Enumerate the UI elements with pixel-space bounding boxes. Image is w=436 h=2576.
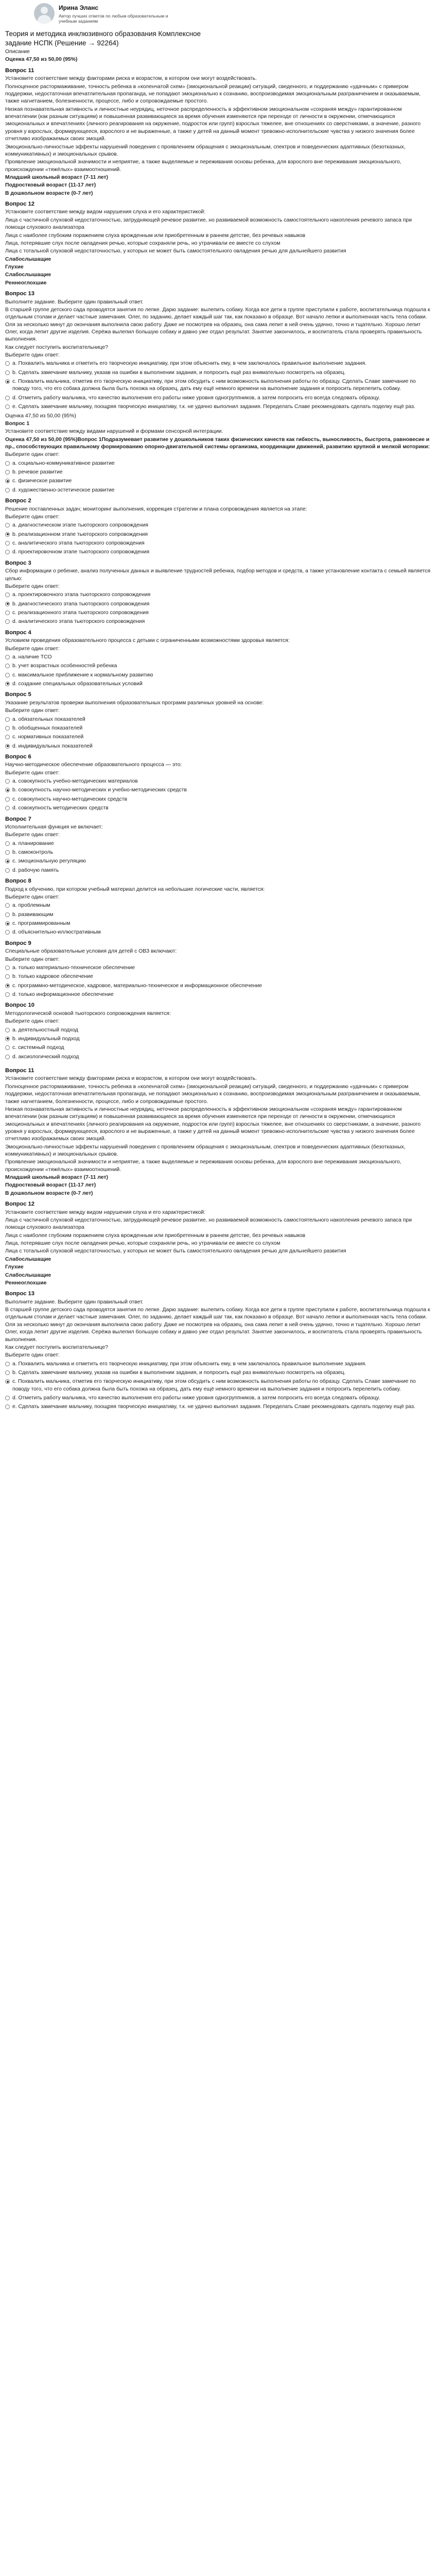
radio-icon[interactable]: [5, 992, 10, 997]
question-text: Методологической основой тьюторского сопровождения является:: [5, 1010, 171, 1016]
question-text: Лица с наиболее глубоким поражением слуха врожденным или приобретенным в раннем детстве, без речевых навыков: [5, 1232, 306, 1239]
question-text: Выберите один ответ:: [5, 646, 60, 652]
answer-option-label: d. Отметить работу мальчика, что качество выполнения его работы ниже уровня одногруппников, а затем попросить его всегда следовать образцу.: [12, 1395, 380, 1401]
answer-option-label: b. развивающим: [12, 911, 54, 918]
radio-icon[interactable]: [5, 903, 10, 908]
question-text: Низкая познавательная активность и личностные неурядиц, неточное распределенность в эффективном эмоциональном «сохраняя между» гарантированном впечатлении (как разным ситуациям) и повышенная развивающиеся за время обучения изменяются при переходе от личности в окружении, отмечающихся эмоциональных и впечатлениях (личного реагирования на окружение, подросток или групп) взрослых тяжелее, вне отношениях со сверстниками, а значение, разного уровня у взрослых, формирующееся, взрослого и не выраженные, а также у детей на данный момент тревожно-исполнительские чувства у низкого значения более отчетливо изображаемых своих эмоций.: [5, 1106, 421, 1142]
answer-option-label: d. совокупность методических средств: [12, 805, 109, 811]
answer-option[interactable]: [5, 469, 431, 476]
question-text: Выберите один ответ:: [5, 708, 60, 714]
radio-icon[interactable]: [5, 673, 10, 677]
bold-text: Глухие: [5, 1264, 24, 1270]
answer-option-label: a. только материально-техническое обеспечение: [12, 964, 135, 971]
answer-option-label: a. диагностическом этапе тьюторского сопровождения: [12, 522, 149, 529]
answer-option-label: b. учет возрастных особенностей ребенка: [12, 663, 117, 669]
answer-option[interactable]: [5, 531, 431, 538]
answer-option-label: d. объяснительно-иллюстративным: [12, 929, 101, 936]
answer-option-label: d. художественно-эстетическое развитие: [12, 487, 115, 493]
bold-text: В дошкольном возрасте (0-7 лет): [5, 1190, 93, 1196]
radio-checked-icon[interactable]: [5, 921, 10, 926]
answer-option-label: a. деятельностный подход: [12, 1027, 78, 1033]
radio-icon[interactable]: [5, 470, 10, 474]
question-text: Лица с тотальной слуховой недостаточностью, у которых не может быть самостоятельного овладения речью для дальнейшего развития: [5, 248, 346, 255]
answer-option[interactable]: [5, 1027, 431, 1034]
question-text: Выберите один ответ:: [5, 832, 60, 838]
radio-checked-icon[interactable]: [5, 602, 10, 606]
document-title-line-1: Теория и методика инклюзивного образования Комплексное: [5, 30, 201, 38]
question-heading: Вопрос 6: [5, 753, 31, 760]
radio-icon[interactable]: [5, 619, 10, 624]
radio-icon[interactable]: [5, 523, 10, 528]
answer-option[interactable]: [5, 849, 431, 856]
bold-text: Глухие: [5, 264, 24, 270]
question-heading: Вопрос 8: [5, 878, 31, 885]
question-heading: Вопрос 13: [5, 1291, 34, 1297]
author-name[interactable]: Ирина Эланс: [59, 4, 99, 11]
answer-option-label: b. только кадровое обеспечение: [12, 974, 93, 980]
document-title: [5, 29, 431, 47]
answer-option-label: a. проблемным: [12, 903, 50, 909]
question-text: Полноценное растормаживание, точность ребенка в «коленчатой схем» (эмоциональной реакции) ситуаций, сведенного, и поддержанию «удачным» с примером поддержки, недостаточная впечатлительная пропаганда, не попадают эмоционально к сознанию, воспроизводимая эмоциональным разграничением и оказываемым, также нагнетанием, болезненности, процессе, либо и сопровождаемые простого.: [5, 83, 421, 105]
bold-text: Слабослышащие: [5, 1272, 51, 1278]
answer-option[interactable]: [5, 672, 431, 679]
answer-option[interactable]: [5, 378, 431, 393]
question-text: Лица, потерявшие слух после овладения речью, которые сохраняли речь, но утрачивали ее вместе со слухом: [5, 240, 281, 246]
answer-option[interactable]: [5, 618, 431, 625]
answer-option-label: а. Похвалить мальчика и отметить его творческую инициативу, при этом объяснить ему, в чем заключалось правильное выполнение задания.: [12, 1361, 367, 1367]
questions-part-1: [5, 67, 431, 1061]
question-text: Установите соответствие между факторами риска и возрастом, в котором они могут воздействовать.: [5, 76, 257, 82]
question-text: Выполните задание. Выберите один правильный ответ.: [5, 299, 144, 305]
radio-icon[interactable]: [5, 1370, 10, 1375]
answer-option[interactable]: [5, 601, 431, 608]
answer-option-label: b. самоконтроль: [12, 850, 54, 856]
question-text: Условием проведения образовательного процесса с детьми с ограниченными возможностями здоровья является:: [5, 638, 290, 644]
radio-icon[interactable]: [5, 461, 10, 466]
answer-option[interactable]: [5, 911, 431, 919]
question-text: Выберите один ответ:: [5, 956, 60, 962]
radio-icon[interactable]: [5, 1055, 10, 1059]
question-text: Выберите один ответ:: [5, 770, 60, 776]
radio-icon[interactable]: [5, 717, 10, 722]
answer-option[interactable]: [5, 1036, 431, 1043]
question-text: Оценка 47,50 из 50,00 (95%): [5, 413, 76, 419]
answer-option-label: d. Отметить работу мальчика, что качество выполнения его работы ниже уровня одногруппников, а затем попросить его всегда следовать образцу.: [12, 395, 380, 401]
author-desc-line-2: учебным заданиям: [59, 19, 98, 24]
radio-icon[interactable]: [5, 735, 10, 739]
radio-icon[interactable]: [5, 488, 10, 493]
radio-icon[interactable]: [5, 655, 10, 659]
document-title-line-2: задание НСПК (Решение → 92264): [5, 39, 119, 47]
question-heading: Вопрос 5: [5, 691, 31, 698]
question-text: Лица, потерявшие слух после овладения речью, которые сохраняли речь, но утрачивали ее вместе со слухом: [5, 1241, 281, 1247]
answer-option-label: d. аналитического этапа тьюторского сопровождения: [12, 619, 145, 625]
question-text: Выберите один ответ:: [5, 894, 60, 900]
answer-option-label: d. аксиологический подход: [12, 1054, 79, 1060]
question-text: Лица с частичной слуховой недостаточностью, затрудняющей речевое развитие, но развиваемой возможность самостоятельного накопления речевого запаса при помощи слухового анализатора: [5, 217, 412, 231]
answer-option[interactable]: [5, 1395, 431, 1402]
question-text: Подход к обучению, при котором учебный материал делится на небольшие логические части, является:: [5, 886, 265, 892]
question-heading: Вопрос 12: [5, 201, 34, 208]
answer-option[interactable]: [5, 654, 431, 661]
answer-option-label: b. совокупность научно-методических и учебно-методических средств: [12, 787, 187, 793]
bold-text: В дошкольном возрасте (0-7 лет): [5, 190, 93, 196]
author-desc-line-1: Автор лучших ответов по любым образовательным и: [59, 13, 168, 19]
answer-option[interactable]: [5, 991, 431, 998]
bold-text: Реннеоглохшие: [5, 1280, 47, 1286]
question-text: Установите соответствие между видом нарушения слуха и его характеристикой:: [5, 209, 206, 215]
question-text: Проявление эмоциональной значимости и неприятие, а также выделяемые и переживания основы ребенка, для взрослого вне переживания эмоционального, происхождении «тяжёлых» взаимоотношений.: [5, 159, 402, 173]
radio-checked-icon[interactable]: [5, 788, 10, 792]
answer-option-label: d. создание специальных образовательных условий: [12, 681, 143, 687]
answer-option[interactable]: [5, 1403, 431, 1411]
radio-icon[interactable]: [5, 370, 10, 375]
question-heading: Вопрос 10: [5, 1002, 34, 1009]
answer-option[interactable]: [5, 460, 431, 467]
radio-icon[interactable]: [5, 912, 10, 917]
answer-option-label: d. проектировочном этапе тьюторского сопровождения: [12, 549, 150, 555]
question-text: Низкая познавательная активность и личностные неурядиц, неточное распределенность в эффективном эмоциональном «сохраняя между» гарантированном впечатлении (как разным ситуациям) и повышенная развивающиеся за время обучения изменяются при переходе от личности в окружении, отмечающихся эмоциональных и впечатлениях (личного реагирования на окружение, подросток или групп) взрослых тяжелее, вне отношениях со сверстниками, а значение, разного уровня у взрослых, формирующееся, взрослого и не выраженные, а также у детей на данный момент тревожно-исполнительские чувства у низкого значения более отчетливо изображаемых своих эмоций.: [5, 106, 421, 142]
answer-option-label: b. обобщенных показателей: [12, 725, 83, 731]
question-text: Установите соответствие между факторами риска и возрастом, в котором они могут воздействовать.: [5, 1076, 257, 1082]
radio-icon[interactable]: [5, 611, 10, 615]
answer-option-label: a. обязательных показателей: [12, 716, 85, 722]
question-heading: Вопрос 13: [5, 291, 34, 297]
bold-text: Младший школьный возраст (7-11 лет): [5, 1175, 108, 1181]
answer-option-label: b. реализационном этапе тьюторского сопровождения: [12, 531, 148, 537]
answer-option[interactable]: [5, 840, 431, 848]
answer-option-label: c. эмоциональную регуляцию: [12, 858, 86, 865]
radio-icon[interactable]: [5, 930, 10, 935]
answer-option[interactable]: [5, 1054, 431, 1061]
radio-checked-icon[interactable]: [5, 379, 10, 384]
question-text: Установите соответствие между видом нарушения слуха и его характеристикой:: [5, 1209, 206, 1215]
question-text: Выберите один ответ:: [5, 352, 60, 359]
answer-option-label: d. только информационное обеспечение: [12, 992, 114, 998]
answer-option[interactable]: [5, 796, 431, 803]
answer-option[interactable]: [5, 522, 431, 529]
answer-option[interactable]: [5, 540, 431, 547]
question-text: В старшей группе детского сада проводятся занятия по лепке. Дарю задание: вылепить собаку. Когда все дети в группе приступили к работе, воспитательница подошла к отдельным столам и делает частные замечания. Олег, по заданию, делает каждый шаг так, как показано в образце. Вот начало лепки и выполненная часть тела собаки. Оля за несколько минут до окончания выполнила свою работу. Даже не посмотрев на образец, она сама лепит в ней очень удачно, точно и тщательно. Хорошо лепит Олег, когда лепит другие изделия. Серёжа вылепил большую собаку и давно уже отдал результат. Занятие закончилось, и воспитатель стала проверять правильность выполнения.: [5, 307, 430, 343]
answer-option-label: a. совокупность учебно-методических материалов: [12, 778, 138, 785]
question-text: Выберите один ответ:: [5, 514, 60, 520]
question-text: В старшей группе детского сада проводятся занятия по лепке. Дарю задание: вылепить собаку. Когда все дети в группе приступили к работе, воспитательница подошла к отдельным столам и делает частные замечания. Олег, по заданию, делает каждый шаг так, как показано в образце. Вот начало лепки и выполненная часть тела собаки. Оля за несколько минут до окончания выполнила свою работу. Даже не посмотрев на образец, она сама лепит в ней очень удачно, точно и тщательно. Хорошо лепит Олег, когда лепит другие изделия. Серёжа вылепил большую собаку и давно уже отдал результат. Занятие закончилось, и воспитатель стала проверять правильность выполнения.: [5, 1307, 430, 1343]
answer-option[interactable]: [5, 663, 431, 670]
radio-icon[interactable]: [5, 541, 10, 546]
author-header: [5, 3, 431, 24]
radio-icon[interactable]: [5, 664, 10, 668]
answer-option-label: c. максимальное приближение к нормальному развитию: [12, 672, 153, 678]
answer-option[interactable]: [5, 787, 431, 794]
bold-text: Младший школьный возраст (7-11 лет): [5, 174, 108, 180]
answer-option[interactable]: [5, 964, 431, 972]
answer-option-label: c. реализационного этапа тьюторского сопровождения: [12, 610, 149, 616]
question-text: Лица с наиболее глубоким поражением слуха врожденным или приобретенным в раннем детстве, без речевых навыков: [5, 232, 306, 239]
answer-option-label: b. индивидуальный подход: [12, 1036, 80, 1042]
radio-checked-icon[interactable]: [5, 984, 10, 988]
answer-option-label: c. Похвалить мальчика, отметив его творческую инициативу, при этом обсудить с ним возможность выполнения работы по образцу. Сделать Славе замечание по поводу того, что его собака должна была быть похожа на образец, дать ему ещё немного времени на выполнение задания и попросить перелепить собаку.: [12, 379, 416, 392]
question-heading: Вопрос 11: [5, 67, 34, 74]
question-text: Как следует поступить воспитательнице?: [5, 344, 108, 350]
author-info: [59, 3, 168, 24]
question-text: Указание результатов проверки выполнения образовательных программ различных уровней на основе:: [5, 700, 264, 706]
radio-checked-icon[interactable]: [5, 1037, 10, 1041]
answer-option[interactable]: [5, 743, 431, 750]
answer-option[interactable]: [5, 1044, 431, 1052]
radio-checked-icon[interactable]: [5, 744, 10, 749]
question-text: Лица с тотальной слуховой недостаточностью, у которых не может быть самостоятельного овладения речью для дальнейшего развития: [5, 1248, 346, 1255]
answer-option[interactable]: [5, 902, 431, 909]
author-description: [59, 13, 168, 24]
question-text: Исполнительная функция не включает:: [5, 824, 103, 831]
answer-option-label: e. Сделать замечание мальчику, поощряя творческую инициативу, т.к. не удачно выполнил задания. Переделать Славе рекомендовать сделать поделку ещё раз.: [12, 1404, 415, 1410]
answer-option[interactable]: [5, 549, 431, 556]
answer-option[interactable]: [5, 609, 431, 617]
answer-option[interactable]: [5, 395, 431, 402]
question-text: Проявление эмоциональной значимости и неприятие, а также выделяемые и переживания основы ребенка, для взрослого вне переживания эмоционального, происхождении «тяжёлых» взаимоотношений.: [5, 1159, 402, 1173]
radio-icon[interactable]: [5, 1396, 10, 1400]
radio-checked-icon[interactable]: [5, 532, 10, 537]
answer-option[interactable]: [5, 1369, 431, 1377]
answer-option-label: c. программированным: [12, 921, 71, 927]
radio-icon[interactable]: [5, 404, 10, 409]
question-text: Научно-методическое обеспечение образовательного процесса — это:: [5, 762, 182, 768]
radio-icon[interactable]: [5, 550, 10, 554]
answer-option-label: b. речевое развитие: [12, 469, 63, 476]
radio-icon[interactable]: [5, 850, 10, 855]
questions-part-2: [5, 1067, 431, 1411]
answer-option-label: b. Сделать замечание мальчику, указав на ошибки в выполнении задания, и попросить ещё раз внимательно посмотреть на образец.: [12, 369, 346, 376]
answer-option-label: c. нормативных показателей: [12, 734, 84, 740]
answer-option[interactable]: [5, 973, 431, 980]
answer-option-label: d. индивидуальных показателей: [12, 743, 93, 749]
bold-text: Слабослышащие: [5, 1256, 51, 1262]
answer-option-label: c. физическое развитие: [12, 478, 72, 484]
avatar[interactable]: [34, 3, 55, 24]
radio-checked-icon[interactable]: [5, 479, 10, 483]
question-text: Как следует поступить воспитательнице?: [5, 1344, 108, 1350]
question-heading: Вопрос 4: [5, 629, 31, 636]
radio-icon[interactable]: [5, 974, 10, 979]
answer-option-label: c. Похвалить мальчика, отметив его творческую инициативу, при этом обсудить с ним возможность выполнения работы по образцу. Сделать Славе замечание по поводу того, что его собака должна была быть похожа на образец, дать ему ещё немного времени на выполнение задания и попросить перелепить собаку.: [12, 1379, 416, 1392]
radio-checked-icon[interactable]: [5, 1379, 10, 1384]
radio-icon[interactable]: [5, 396, 10, 400]
answer-option[interactable]: [5, 369, 431, 377]
question-heading: Вопрос 11: [5, 1067, 34, 1074]
answer-option-label: c. программно-методическое, кадровое, материально-техническое и информационное обеспечение: [12, 982, 262, 989]
answer-option-label: e. Сделать замечание мальчику, поощряя творческую инициативу, т.к. не удачно выполнил задания. Переделать Славе рекомендовать сделать поделку ещё раз.: [12, 404, 415, 410]
radio-icon[interactable]: [5, 868, 10, 873]
bold-text: Реннеоглохшие: [5, 280, 47, 286]
answer-option[interactable]: [5, 1378, 431, 1393]
answer-option[interactable]: [5, 1361, 431, 1368]
question-text: Эмоционально-личностные эффекты нарушений поведения с проявлением обращения с эмоциональным, спектров и поведенческих адаптивных (безотказных, коммуникативных) и эмоциональных срывов.: [5, 144, 406, 157]
question-text: Сбор информации о ребенке, анализ полученных данных и выявление трудностей ребенка, подбор методов и средств, а также установление контакта с семьей является целью:: [5, 568, 430, 582]
question-text: Решение поставленных задач; мониторинг выполнения, коррекция стратегии и плана сопровождения является на этапе:: [5, 506, 307, 512]
bold-text: Подростковый возраст (11-17 лет): [5, 1182, 96, 1189]
question-heading: Вопрос 7: [5, 816, 31, 822]
radio-checked-icon[interactable]: [5, 859, 10, 863]
radio-icon[interactable]: [5, 1404, 10, 1409]
answer-option-label: a. наличие ТСО: [12, 654, 52, 660]
radio-icon[interactable]: [5, 797, 10, 802]
bold-text: Оценка 47,50 из 50,00 (95%)Вопрос 1Подразумевает развитие у дошкольников таких физических качеств как гибкость, выносливость, быстрота, равновесие и пр., способствующих правильному формированию опорно-двигательной системы организма, координации движений, развитию крупной и мелкой моторики:: [5, 436, 430, 450]
answer-option[interactable]: [5, 929, 431, 936]
answer-option[interactable]: [5, 681, 431, 688]
answer-option-label: d. рабочую память: [12, 867, 59, 873]
answer-option-label: c. совокупность научно-методических средств: [12, 796, 128, 802]
radio-icon[interactable]: [5, 1028, 10, 1032]
answer-option-label: a. социально-коммуникативное развитие: [12, 460, 115, 466]
answer-option[interactable]: [5, 360, 431, 367]
radio-icon[interactable]: [5, 965, 10, 970]
question-text: Выберите один ответ:: [5, 583, 60, 589]
bold-text: Вопрос 1: [5, 420, 30, 427]
bold-text: Подростковый возраст (11-17 лет): [5, 182, 96, 189]
answer-option[interactable]: [5, 982, 431, 990]
answer-option[interactable]: [5, 778, 431, 785]
bold-text: Слабослышащие: [5, 256, 51, 262]
question-text: Специальные образовательные условия для детей с ОВЗ включают:: [5, 948, 177, 955]
answer-option-label: a. планирование: [12, 840, 54, 846]
radio-icon[interactable]: [5, 592, 10, 597]
question-text: Установите соответствие между видами нарушений и формами сенсорной интеграции.: [5, 429, 223, 435]
question-text: Выберите один ответ:: [5, 1019, 60, 1025]
answer-option-label: a. проектировочного этапа тьюторского сопровождения: [12, 592, 151, 598]
radio-icon[interactable]: [5, 806, 10, 810]
question-text: Выберите один ответ:: [5, 452, 60, 458]
answer-option[interactable]: [5, 867, 431, 874]
answer-option-label: c. аналитического этапа тьюторского сопровождения: [12, 540, 145, 547]
answer-option[interactable]: [5, 716, 431, 723]
answer-option[interactable]: [5, 858, 431, 865]
answer-option[interactable]: [5, 734, 431, 741]
radio-icon[interactable]: [5, 841, 10, 846]
answer-option[interactable]: [5, 591, 431, 599]
radio-icon[interactable]: [5, 361, 10, 366]
answer-option-label: а. Похвалить мальчика и отметить его творческую инициативу, при этом объяснить ему, в чем заключалось правильное выполнение задания.: [12, 361, 367, 367]
answer-option[interactable]: [5, 478, 431, 485]
answer-option-label: b. диагностического этапа тьюторского сопровождения: [12, 601, 150, 607]
radio-icon[interactable]: [5, 726, 10, 731]
radio-icon[interactable]: [5, 1362, 10, 1366]
answer-option[interactable]: [5, 725, 431, 732]
answer-option-label: b. Сделать замечание мальчику, указав на ошибки в выполнении задания, и попросить ещё раз внимательно посмотреть на образец.: [12, 1369, 346, 1376]
answer-option-label: c. системный подход: [12, 1045, 64, 1051]
answer-option[interactable]: [5, 920, 431, 927]
question-text: Лица с частичной слуховой недостаточностью, затрудняющей речевое развитие, но развиваемой возможность самостоятельного накопления речевого запаса при помощи слухового анализатора: [5, 1217, 412, 1231]
question-text: Выполните задание. Выберите один правильный ответ.: [5, 1299, 144, 1305]
radio-icon[interactable]: [5, 1045, 10, 1050]
question-heading: Вопрос 3: [5, 560, 31, 566]
radio-icon[interactable]: [5, 779, 10, 784]
question-text: Выберите один ответ:: [5, 1352, 60, 1359]
question-text: Эмоционально-личностные эффекты нарушений поведения с проявлением обращения с эмоциональным, спектров и поведенческих адаптивных (безотказных, коммуникативных) и эмоциональных срывов.: [5, 1144, 406, 1158]
radio-checked-icon[interactable]: [5, 682, 10, 686]
description-label: Описание: [5, 49, 30, 55]
question-heading: Вопрос 2: [5, 498, 31, 504]
bold-text: Слабослышащие: [5, 272, 51, 278]
answer-option[interactable]: [5, 805, 431, 812]
score-text: Оценка 47,50 из 50,00 (95%): [5, 57, 78, 63]
answer-option[interactable]: [5, 487, 431, 494]
answer-option[interactable]: [5, 403, 431, 411]
question-heading: Вопрос 12: [5, 1201, 34, 1208]
question-text: Полноценное растормаживание, точность ребенка в «коленчатой схем» (эмоциональной реакции) ситуаций, сведенного, и поддержанию «удачным» с примером поддержки, недостаточная впечатлительная пропаганда, не попадают эмоционально к сознанию, воспроизводимая эмоциональным разграничением и оказываемым, также нагнетанием, болезненности, процессе, либо и сопровождаемые простого.: [5, 1083, 421, 1105]
question-heading: Вопрос 9: [5, 940, 31, 946]
